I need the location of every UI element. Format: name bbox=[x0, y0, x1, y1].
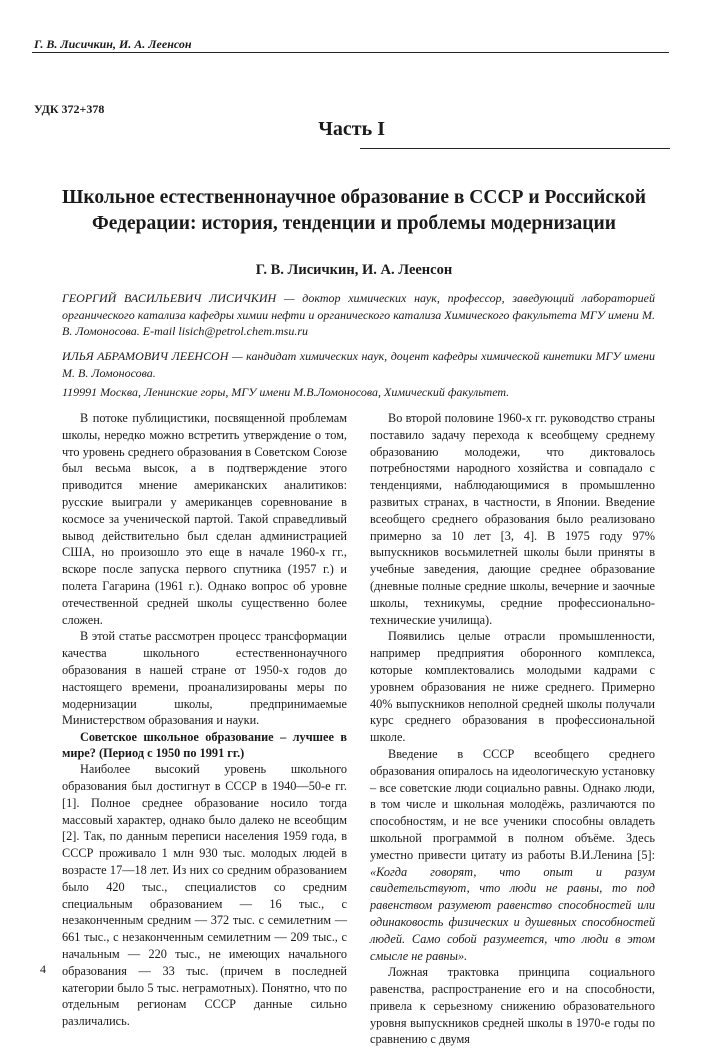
affiliation-leenson: ИЛЬЯ АБРАМОВИЧ ЛЕЕНСОН — кандидат химических наук, доцент кафедры химической кинетики МГУ имени М. В. Ломоносова. bbox=[62, 349, 655, 380]
left-column bbox=[62, 410, 347, 1030]
paragraph: Наиболее высокий уровень школьного образования был достигнут в СССР в 1940—50-е гг. [1]. Полное среднее образование носило тогда массовый характер, однако было далеко не всеобщим [2]. Так, по данным переписи населения 1959 года, в СССР проживало 1 млн 930 тыс. молодых людей в возрасте 17—18 лет. Из них со средним образованием было 420 тыс., специалистов со средним специальным образованием — 16 тыс., с незаконченным средним — 372 тыс. с семилетним — 661 тыс., с незаконченным семилетним — 209 тыс., с начальным — 220 тыс., не имеющих начального образования — 33 тыс. (причем в последней категории было 5 тыс. неграмотных). Понятно, что по отдельным регионам СССР данные сильно различались. bbox=[62, 762, 347, 1029]
paragraph: В потоке публицистики, посвященной проблемам школы, нередко можно встретить утверждение о том, что уровень среднего образования в Советском Союзе был весьма высок, а в подтверждение этого приводится мнение американских аналитиков: русские выиграли у американцев соревнование в космосе за ученической партой. Такой справедливый вывод действительно был сделан администрацией США, но произошло это еще в начале 1960-х гг., вскоре после запуска первого спутника (1957 г.) и полета Гагарина (1961 г.). Однако вопрос об уровне отечественной средней школы существенно более сложен. bbox=[62, 411, 347, 627]
header-rule bbox=[32, 52, 669, 53]
affiliation-lisichkin: ГЕОРГИЙ ВАСИЛЬЕВИЧ ЛИСИЧКИН — доктор химических наук, профессор, заведующий лабораторией органического катализа кафедры химии нефти и органического катализа Химического факультета МГУ имени М. В. Ломоносова. E-mail lisich@petrol.chem.msu.ru bbox=[62, 291, 655, 338]
part-title: Часть I bbox=[318, 118, 385, 140]
udk-code: УДК 372+378 bbox=[34, 102, 105, 116]
paragraph: Во второй половине 1960-х гг. руководство страны поставило задачу перехода к всеобщему среднему образованию молодежи, что диктовалось потребностями народного хозяйства и совпадало с тенденциями, наблюдающимися в промышленно развитых странах, в частности, в Японии. Введение всеобщего среднего образования было реализовано примерно за 10 лет [3, 4]. В 1975 году 97% выпускников восьмилетней школы были приняты в учебные заведения, дающие среднее образование (дневные полные средние школы, вечерние и заочные школы, техникумы, средние профессионально-технические училища). bbox=[370, 411, 655, 627]
paragraph: Ложная трактовка принципа социального равенства, распространение его и на способности, привела к серьезному снижению образовательного уровня выпускников средней школы в 1970-е годы по сравнению с двумя bbox=[370, 965, 655, 1047]
lenin-quote: «Когда говорят, что опыт и разум свидетельствуют, что люди не равны, то под равенством разумеют равенство способностей или одинаковость физических и душевных способностей людей. Само собой разумеется, что люди в этом смысле не равны». bbox=[370, 864, 655, 963]
paragraph: Появились целые отрасли промышленности, например предприятия оборонного комплекса, которые комплектовались молодыми кадрами с уровнем образования не ниже среднего. Примерно 40% выпускников неполной средней школы получали курс среднего образования в профессиональной школе. bbox=[370, 629, 655, 745]
paragraph-lead: Введение в СССР всеобщего среднего образования опиралось на идеологическую установку – все советские люди социально равны. Однако люди, в том числе и школьная молодёжь, различаются по способностям, и не все ученики способны овладеть школьной программой в полном объёме. Здесь уместно привести цитату из работы В.И.Ленина [5]: bbox=[370, 746, 655, 862]
page-number: 4 bbox=[40, 962, 46, 976]
paragraph-with-quote bbox=[370, 746, 655, 964]
article-title: Школьное естественнонаучное образование в СССР и Российской Федерации: история, тенденции и проблемы модернизации bbox=[61, 187, 647, 234]
part-rule bbox=[360, 148, 670, 149]
article-authors: Г. В. Лисичкин, И. А. Леенсон bbox=[255, 262, 453, 278]
affiliation-address: 119991 Москва, Ленинские горы, МГУ имени М.В.Ломоносова, Химический факультет. bbox=[62, 385, 510, 399]
section-heading: Советское школьное образование – лучшее в мире? (Период с 1950 по 1991 гг.) bbox=[62, 730, 347, 761]
right-column bbox=[370, 410, 655, 1048]
running-head: Г. В. Лисичкин, И. А. Леенсон bbox=[34, 37, 192, 51]
paragraph: В этой статье рассмотрен процесс трансформации качества школьного естественнонаучного образования в нашей стране от 1950-х годов до настоящего времени, проанализированы меры по модернизации школы, предпринимаемые Министерством образования и науки. bbox=[62, 629, 347, 728]
